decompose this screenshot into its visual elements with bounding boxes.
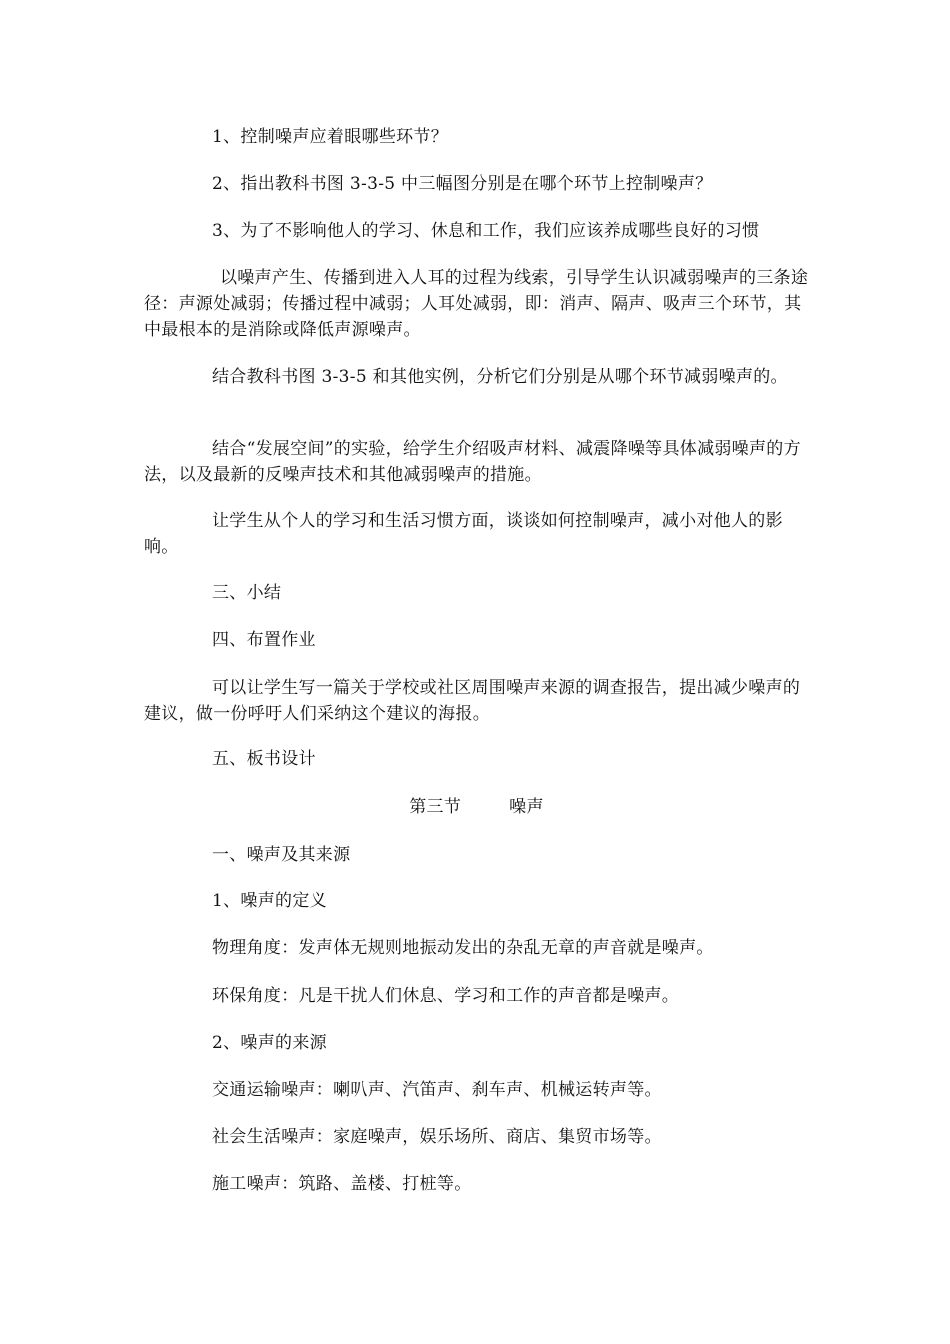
paragraph-noise-reduction-paths: 以噪声产生、传播到进入人耳的过程为线索，引导学生认识减弱噪声的三条途径：声源处减弱；传播过程中减弱；人耳处减弱，即：消声、隔声、吸声三个环节，其中最根本的是消除或降低声源噪声。	[144, 268, 809, 340]
board-line: 施工噪声：筑路、盖楼、打桩等。	[212, 1174, 472, 1194]
heading-board-design: 五、板书设计	[212, 749, 316, 769]
board-line: 环保角度：凡是干扰人们休息、学习和工作的声音都是噪声。	[212, 986, 680, 1006]
paragraph-development-space: 结合“发展空间”的实验，给学生介绍吸声材料、减震降噪等具体减弱噪声的方法，以及最新的反噪声技术和其他减弱噪声的措施。	[144, 439, 801, 485]
paragraph-textbook-analysis: 结合教科书图 3-3-5 和其他实例，分析它们分别是从哪个环节减弱噪声的。	[212, 367, 788, 387]
heading-homework: 四、布置作业	[212, 630, 316, 650]
board-title-section: 第三节	[409, 797, 462, 817]
board-title	[144, 794, 809, 820]
heading-summary: 三、小结	[212, 583, 282, 603]
question-2: 2、指出教科书图 3-3-5 中三幅图分别是在哪个环节上控制噪声？	[212, 174, 713, 194]
board-line: 交通运输噪声：喇叭声、汽笛声、刹车声、机械运转声等。	[212, 1080, 662, 1100]
board-line: 1、噪声的定义	[212, 891, 327, 911]
board-line: 2、噪声的来源	[212, 1033, 327, 1053]
paragraph-personal-habits: 让学生从个人的学习和生活习惯方面，谈谈如何控制噪声，减小对他人的影响。	[144, 511, 783, 557]
board-title-topic: 噪声	[509, 797, 544, 817]
board-line: 社会生活噪声：家庭噪声，娱乐场所、商店、集贸市场等。	[212, 1127, 662, 1147]
board-line: 物理角度：发声体无规则地振动发出的杂乱无章的声音就是噪声。	[212, 938, 714, 958]
question-1: 1、控制噪声应着眼哪些环节？	[212, 127, 449, 147]
question-3: 3、为了不影响他人的学习、休息和工作，我们应该养成哪些良好的习惯	[212, 221, 760, 241]
paragraph-homework: 可以让学生写一篇关于学校或社区周围噪声来源的调查报告，提出减少噪声的建议，做一份呼吁人们采纳这个建议的海报。	[144, 678, 801, 724]
board-line: 一、噪声及其来源	[212, 845, 351, 865]
